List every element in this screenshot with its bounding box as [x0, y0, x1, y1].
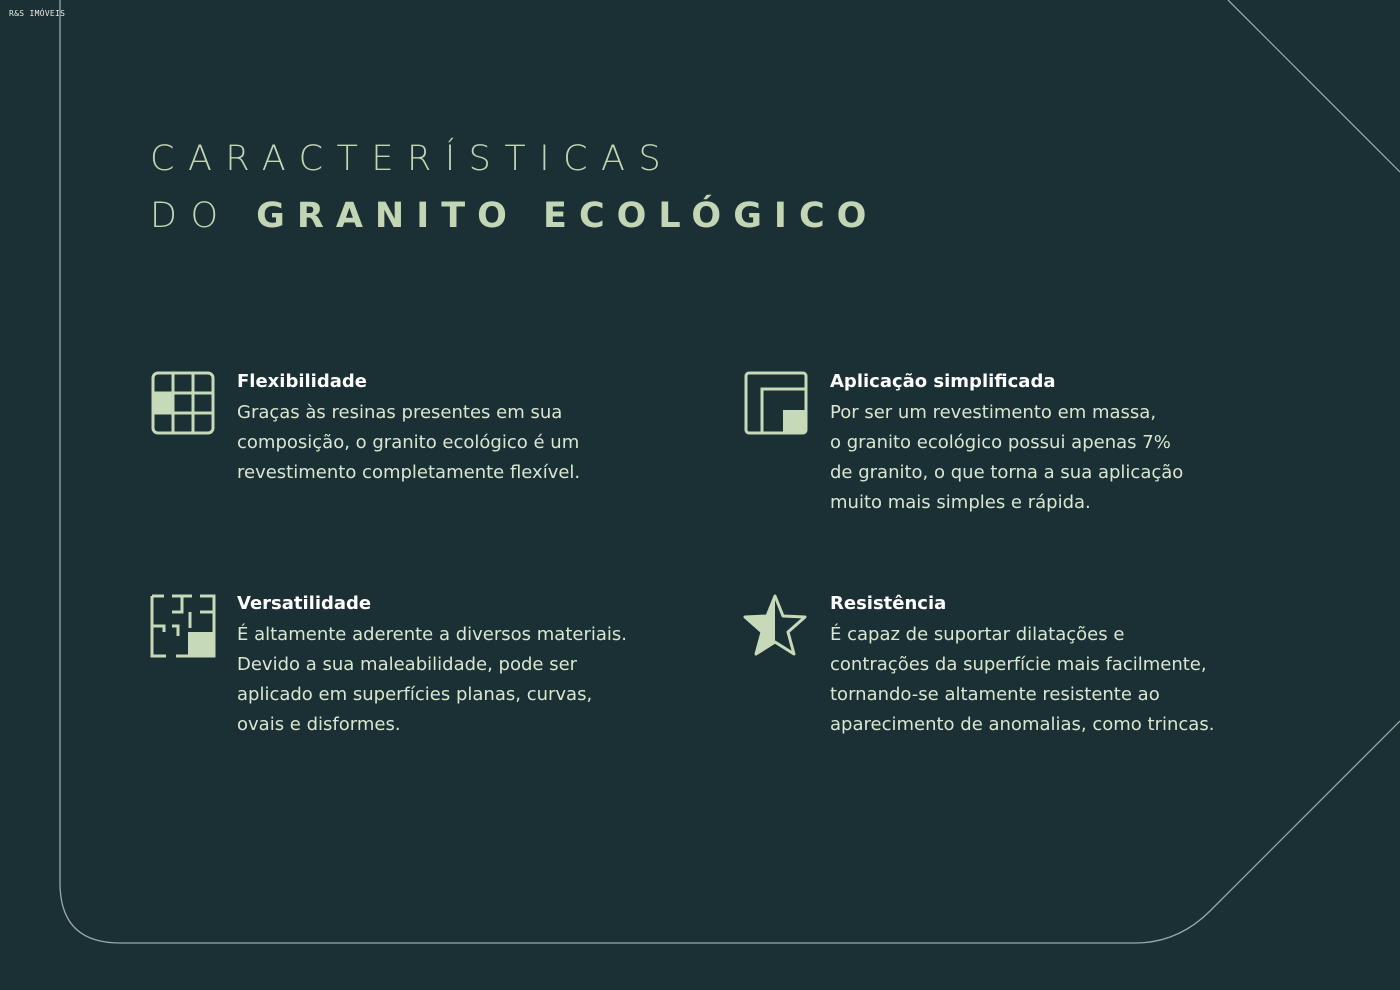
half-star-icon [743, 592, 809, 658]
description-line: tornando-se altamente resistente ao [830, 684, 1160, 705]
title-line-2-bold: GRANITO ECOLÓGICO [256, 196, 879, 236]
page-title [150, 138, 878, 237]
feature-heading: Resistência [830, 593, 947, 614]
description-line: É capaz de suportar dilatações e [830, 624, 1125, 645]
feature-description [830, 620, 1300, 740]
feature-text [830, 370, 1300, 518]
feature-description [237, 398, 707, 488]
feature-text [237, 370, 707, 488]
description-line: de granito, o que torna a sua aplicação [830, 462, 1184, 483]
feature-heading: Aplicação simplificada [830, 371, 1056, 392]
title-line-2-light: DO [150, 196, 232, 236]
grid-tiles-icon [150, 370, 216, 436]
description-line: o granito ecológico possui apenas 7% [830, 432, 1171, 453]
layered-square-icon [743, 370, 809, 436]
description-line: Devido a sua maleabilidade, pode ser [237, 654, 578, 675]
description-line: revestimento completamente flexível. [237, 462, 581, 483]
description-line: muito mais simples e rápida. [830, 492, 1091, 513]
description-line: ovais e disformes. [237, 714, 401, 735]
description-line: aplicado em superfícies planas, curvas, [237, 684, 593, 705]
description-line: É altamente aderente a diversos materiais. [237, 624, 627, 645]
feature-heading: Flexibilidade [237, 371, 367, 392]
feature-description [237, 620, 707, 740]
description-line: contrações da superfície mais facilmente, [830, 654, 1207, 675]
description-line: Por ser um revestimento em massa, [830, 402, 1157, 423]
description-line: Graças às resinas presentes em sua [237, 402, 563, 423]
title-line-1: CARACTERÍSTICAS [150, 139, 675, 179]
feature-text [830, 592, 1300, 740]
feature-heading: Versatilidade [237, 593, 372, 614]
description-line: aparecimento de anomalias, como trincas. [830, 714, 1215, 735]
description-line: composição, o granito ecológico é um [237, 432, 580, 453]
watermark-text: R&S IMÓVEIS [9, 9, 66, 18]
feature-description [830, 398, 1300, 518]
floor-plan-icon [150, 592, 216, 658]
title-line-2 [150, 195, 878, 237]
feature-text [237, 592, 707, 740]
